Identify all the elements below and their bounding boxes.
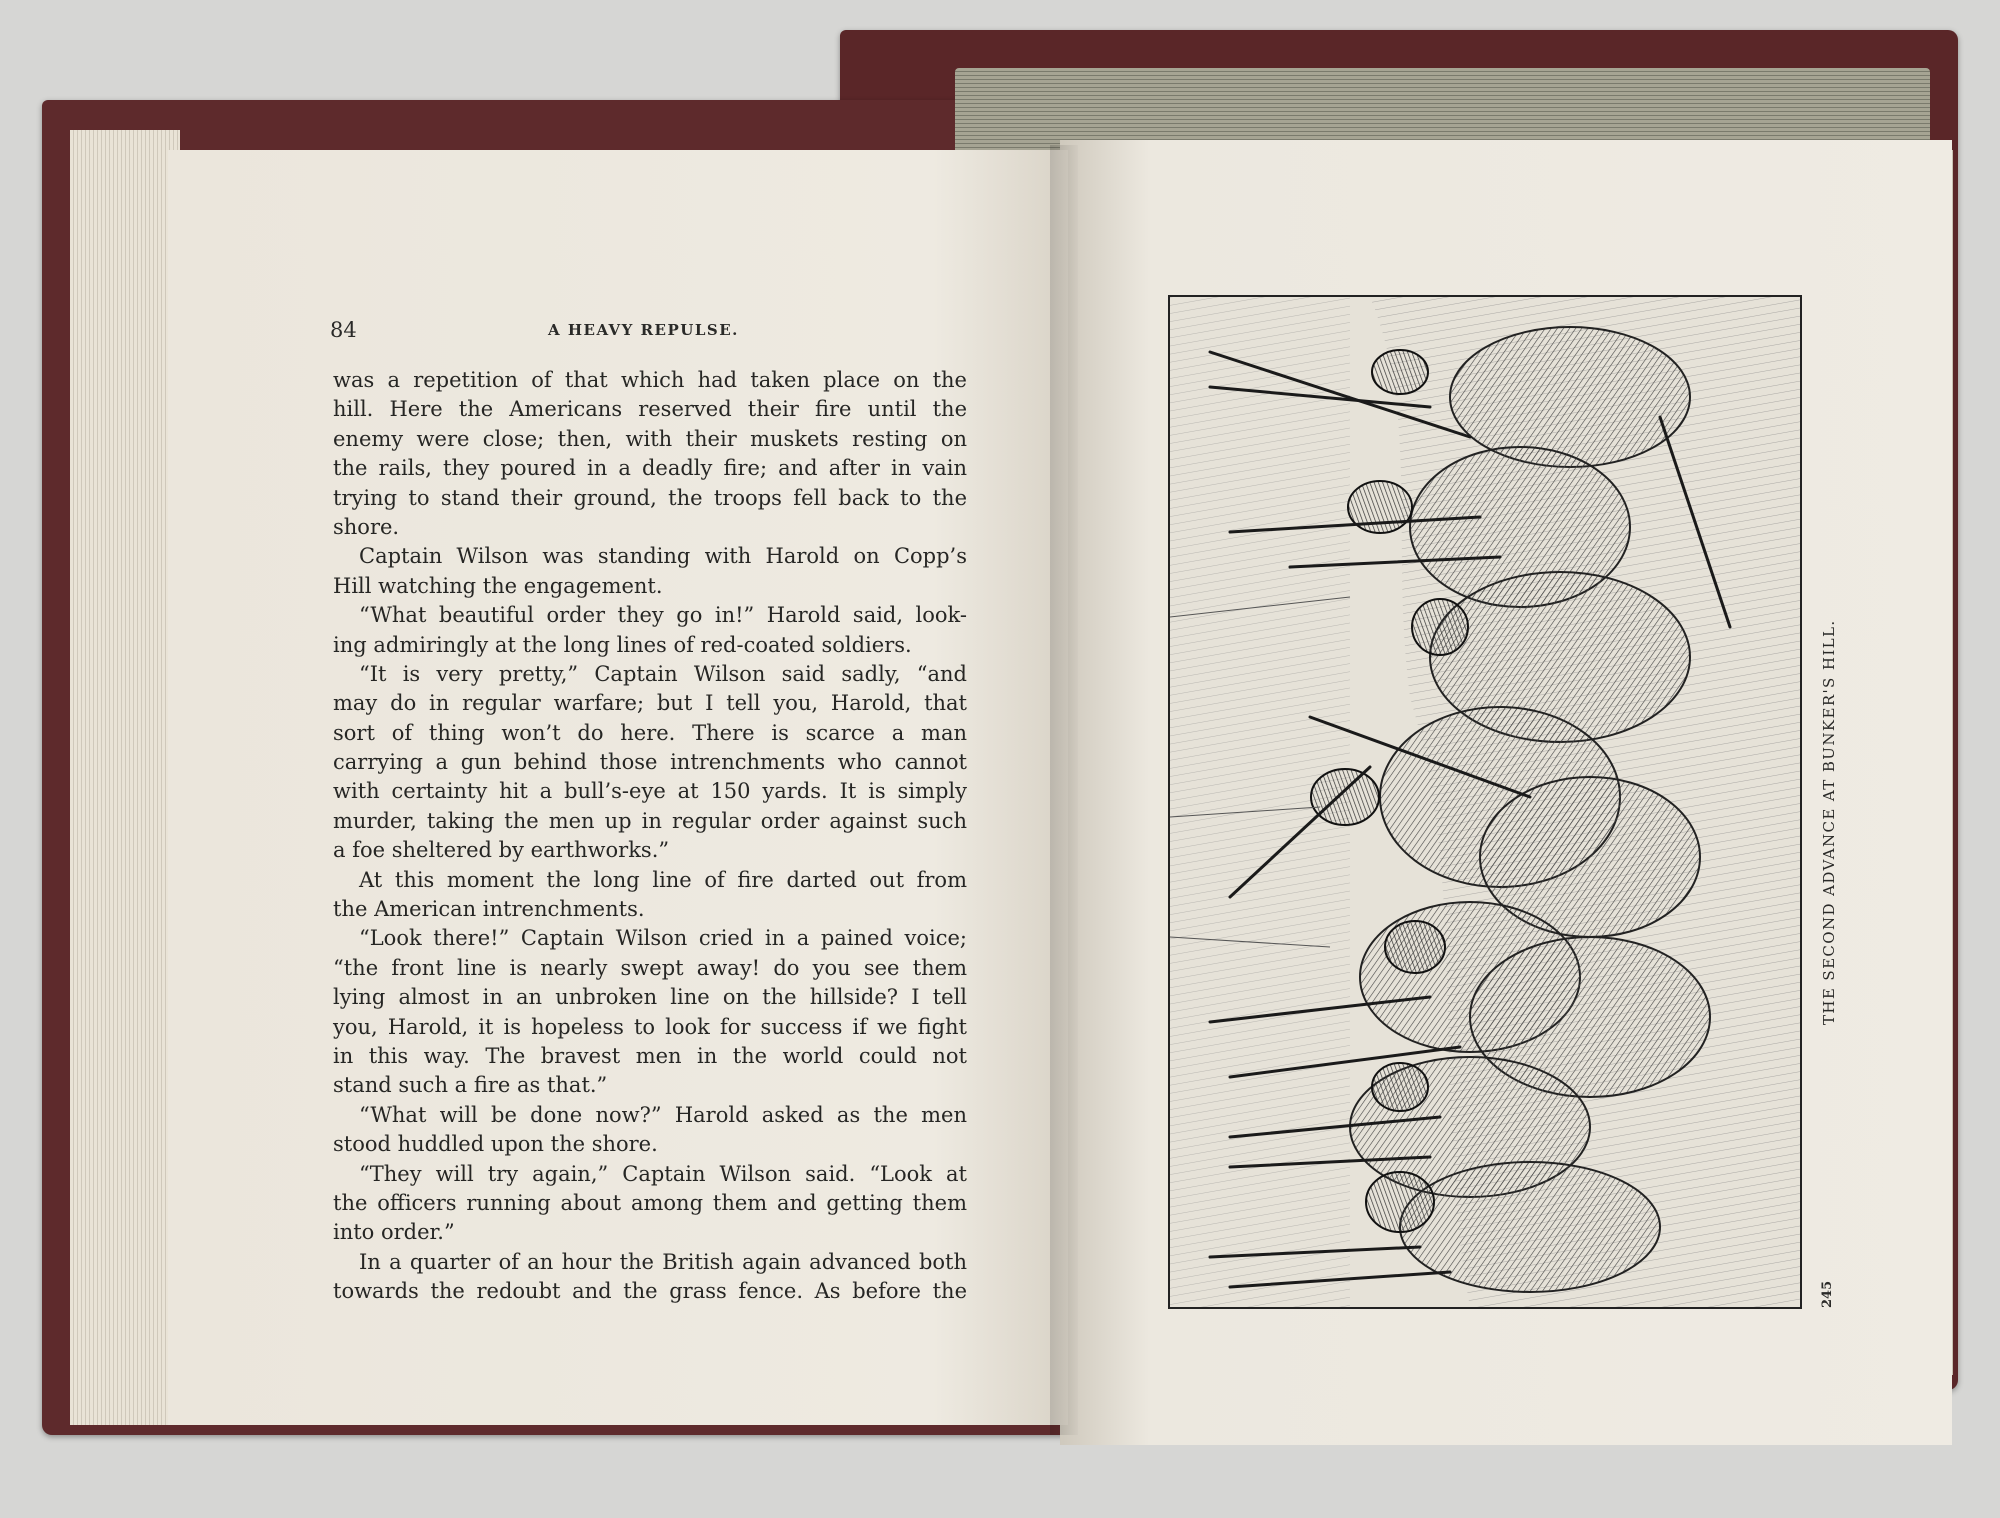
- text-line: “Look there!” Captain Wilson cried in a pained voice;: [359, 926, 967, 951]
- chapter-title: A HEAVY REPULSE.: [548, 321, 739, 339]
- text-line: Captain Wilson was standing with Harold on Copp’s: [359, 544, 967, 569]
- text-line: towards the redoubt and the grass fence. As before the: [333, 1279, 967, 1304]
- engraving-drawing: [1170, 297, 1800, 1307]
- page-edges-left: [70, 130, 180, 1425]
- text-line: “the front line is nearly swept away! do you see them: [333, 955, 967, 980]
- text-line: Hill watching the engagement.: [333, 573, 663, 598]
- text-line: “What beautiful order they go in!” Harold said, look-: [359, 603, 967, 628]
- book-gutter: [1050, 145, 1078, 1435]
- text-line: the rails, they poured in a deadly fire; and after in vain: [333, 456, 967, 481]
- text-line: enemy were close; then, with their muskets resting on: [333, 426, 967, 451]
- text-line: “It is very pretty,” Captain Wilson said sadly, “and: [359, 661, 967, 686]
- text-line: carrying a gun behind those intrenchments who cannot: [333, 750, 967, 775]
- plate-page-number: 245: [1820, 1280, 1835, 1308]
- text-line: a foe sheltered by earthworks.”: [333, 838, 670, 863]
- text-line: In a quarter of an hour the British again advanced both: [359, 1249, 967, 1274]
- text-line: stood huddled upon the shore.: [333, 1132, 658, 1157]
- text-line: “They will try again,” Captain Wilson said. “Look at: [359, 1161, 967, 1186]
- body-text: [333, 366, 967, 1307]
- text-line: lying almost in an unbroken line on the hillside? I tell: [333, 985, 967, 1010]
- text-line: with certainty hit a bull’s-eye at 150 yards. It is simply: [333, 779, 967, 804]
- text-line: the officers running about among them and getting them: [333, 1190, 967, 1215]
- text-line: in this way. The bravest men in the world could not: [333, 1043, 967, 1068]
- text-line: trying to stand their ground, the troops fell back to the: [333, 485, 967, 510]
- text-line: was a repetition of that which had taken place on the: [333, 368, 967, 392]
- text-line: the American intrenchments.: [333, 897, 645, 922]
- illustration-caption: THE SECOND ADVANCE AT BUNKER'S HILL.: [1820, 619, 1838, 1025]
- text-line: shore.: [333, 514, 400, 539]
- text-line: hill. Here the Americans reserved their fire until the: [333, 397, 967, 422]
- text-line: may do in regular warfare; but I tell you, Harold, that: [333, 691, 967, 716]
- text-line: At this moment the long line of fire darted out from: [359, 867, 967, 892]
- text-line: murder, taking the men up in regular order against such: [333, 808, 967, 833]
- running-head: [330, 318, 966, 348]
- text-line: ing admiringly at the long lines of red-coated soldiers.: [333, 632, 912, 657]
- page-number: 84: [330, 318, 357, 342]
- text-line: you, Harold, it is hopeless to look for success if we fight: [333, 1014, 967, 1039]
- text-line: into order.”: [333, 1220, 455, 1245]
- text-line: stand such a fire as that.”: [333, 1073, 608, 1098]
- text-line: “What will be done now?” Harold asked as the men: [359, 1102, 967, 1127]
- battle-illustration: [1168, 295, 1802, 1309]
- text-line: sort of thing won’t do here. There is scarce a man: [333, 720, 967, 745]
